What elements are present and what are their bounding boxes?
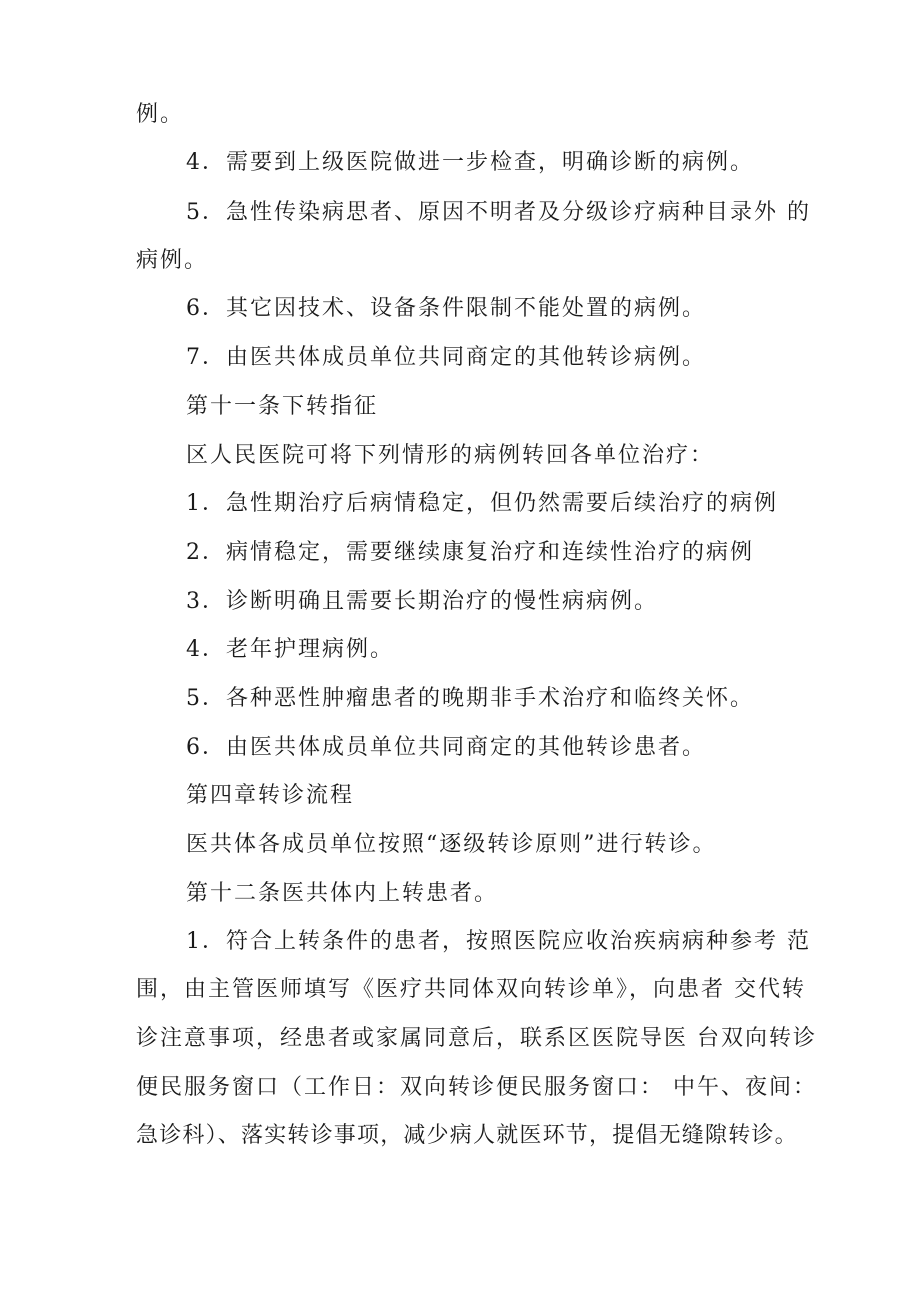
text-line: 6．由医共体成员单位共同商定的其他转诊患者。 [186,735,706,760]
section-heading: 第十二条医共体内上转患者。 [186,881,499,906]
text-line: 围，由主管医师填写《医疗共同体双向转诊单》，向患者 交代转 [136,977,806,1002]
text-line: 病例。 [136,248,209,273]
text-line: 急诊科）、落实转诊事项，减少病人就医环节，提倡无缝隙转诊。 [136,1123,798,1148]
text-line: 5．各种恶性肿瘤患者的晚期非手术治疗和临终关怀。 [186,686,754,711]
text-line: 1．符合上转条件的患者，按照医院应收治疾病病种参考 范 [186,929,811,954]
text-line: 便民服务窗口（工作日：双向转诊便民服务窗口： 中午、夜间： [136,1075,817,1100]
text-line: 例。 [136,102,185,127]
chapter-heading: 第四章转诊流程 [186,783,355,808]
text-line: 5．急性传染病思者、原因不明者及分级诊疗病种目录外 的 [186,200,811,225]
text-line: 3．诊断明确且需要长期治疗的慢性病病例。 [186,589,658,614]
text-line: 诊注意事项，经患者或家属同意后，联系区医院导医 台双向转诊 [136,1026,817,1051]
text-line: 1．急性期治疗后病情稳定，但仍然需要后续治疗的病例 [186,491,778,516]
text-line: 4．老年护理病例。 [186,637,394,662]
text-line: 4．需要到上级医院做进一步检查，明确诊断的病例。 [186,150,754,175]
text-line: 区人民医院可将下列情形的病例转回各单位治疗： [186,443,715,468]
text-line: 6．其它因技术、设备条件限制不能处置的病例。 [186,296,706,321]
text-line: 医共体各成员单位按照“逐级转诊原则”进行转诊。 [186,832,717,857]
section-heading: 第十一条下转指征 [186,394,379,419]
text-line: 7．由医共体成员单位共同商定的其他转诊病例。 [186,345,706,370]
text-line: 2．病情稳定，需要继续康复治疗和连续性治疗的病例 [186,540,754,565]
